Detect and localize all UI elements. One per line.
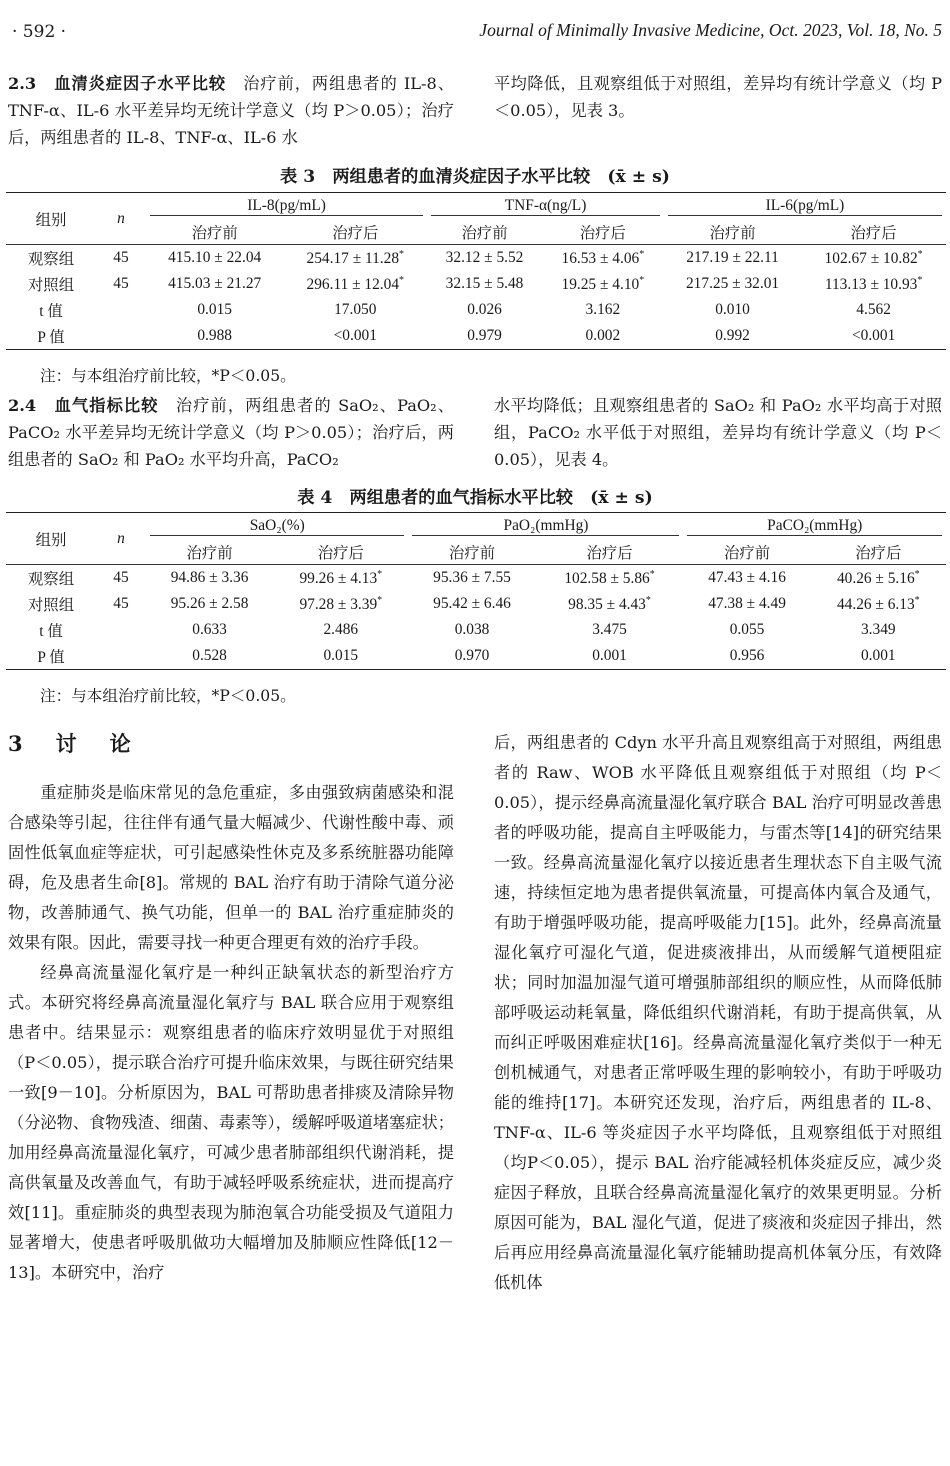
table-cell: 296.11 ± 12.04* <box>306 274 405 293</box>
table-cell: 0.001 <box>811 643 946 670</box>
table-4-caption: 表 4 两组患者的血气指标水平比较 (x̄ ± s) <box>297 488 653 508</box>
table-cell: 17.050 <box>334 301 377 318</box>
table-cell: 0.055 <box>729 621 765 638</box>
table-header-sao2: SaO₂(%) <box>146 513 408 540</box>
table-cell: 32.15 ± 5.48 <box>445 275 524 292</box>
row-n: 45 <box>113 275 129 292</box>
table-cell: 0.015 <box>197 301 232 318</box>
table-cell: 102.67 ± 10.82* <box>824 248 923 267</box>
table-cell: 99.26 ± 4.13* <box>299 568 383 587</box>
row-n: 45 <box>113 569 129 586</box>
table-subheader: 治疗后 <box>273 539 408 565</box>
table-3-note: 注：与本组治疗前比较，*P＜0.05。 <box>40 367 296 385</box>
row-n <box>96 323 146 350</box>
running-header <box>0 16 950 46</box>
table-cell: 47.38 ± 4.49 <box>708 595 786 612</box>
table-header-il6: IL-6(pg/mL) <box>664 193 946 220</box>
table-cell: 0.528 <box>146 643 273 670</box>
table-cell: 0.970 <box>408 643 535 670</box>
table-cell: 113.13 ± 10.93* <box>824 274 923 293</box>
table-subheader: 治疗前 <box>146 219 283 245</box>
discussion-title: 3 讨 论 <box>8 731 137 756</box>
table-3-body <box>6 245 946 350</box>
table-cell: 415.10 ± 22.04 <box>168 249 262 266</box>
row-label: 观察组 <box>27 251 75 268</box>
row-n <box>96 643 146 670</box>
page-number: · 592 · <box>12 22 67 42</box>
table-cell: 217.25 ± 32.01 <box>685 275 780 292</box>
table-subheader: 治疗后 <box>801 219 946 245</box>
table-row <box>6 617 946 643</box>
section-2-4-right <box>494 392 942 473</box>
row-label: P 值 <box>6 323 96 350</box>
table-cell: 2.486 <box>323 621 359 638</box>
section-2-4-left <box>8 392 454 473</box>
row-label: 对照组 <box>27 277 75 294</box>
row-n: 45 <box>113 249 129 266</box>
table-subheader: 治疗后 <box>283 219 427 245</box>
table-3-caption: 表 3 两组患者的血清炎症因子水平比较 (x̄ ± s) <box>280 167 670 187</box>
table-row <box>6 643 946 670</box>
table-cell: 0.992 <box>664 323 801 350</box>
table-cell: 0.010 <box>715 301 750 318</box>
section-2-3-left-text: 治疗前，两组患者的 IL-8、TNF-α、IL-6 水平差异均无统计学意义（均 P＞0.05）；治疗后，两组患者的 IL-8、TNF-α、IL-6 水 <box>8 74 454 147</box>
section-2-3-left <box>8 70 454 151</box>
table-subheader: 治疗前 <box>683 539 810 565</box>
table-row <box>6 245 946 272</box>
table-cell: 95.42 ± 6.46 <box>433 595 511 612</box>
row-n: 45 <box>113 595 129 612</box>
row-n <box>96 297 146 323</box>
table-row <box>6 323 946 350</box>
table-cell: <0.001 <box>801 323 946 350</box>
table-cell: 94.86 ± 3.36 <box>170 569 249 586</box>
row-label: t 值 <box>39 303 63 320</box>
table-subheader: 治疗前 <box>427 219 542 245</box>
table-cell: 47.43 ± 4.16 <box>708 569 786 586</box>
table-cell: 95.26 ± 2.58 <box>170 595 249 612</box>
table-header-paco2: PaCO₂(mmHg) <box>683 513 946 540</box>
table-header-pao2: PaO₂(mmHg) <box>408 513 683 540</box>
table-header-n: n <box>96 513 146 565</box>
table-cell: 0.002 <box>542 323 664 350</box>
table-cell: 3.475 <box>592 621 627 638</box>
table-subheader: 治疗前 <box>664 219 801 245</box>
table-row <box>6 297 946 323</box>
section-2-3-right <box>494 70 942 124</box>
table-header-tnf: TNF-α(ng/L) <box>427 193 664 220</box>
table-subheader: 治疗后 <box>536 539 684 565</box>
table-cell: 97.28 ± 3.39* <box>299 594 383 613</box>
table-cell: 0.988 <box>146 323 283 350</box>
row-label: t 值 <box>39 623 63 640</box>
section-2-4-heading: 2.4 血气指标比较 <box>8 396 159 415</box>
table-header-group: 组别 <box>6 513 96 565</box>
table-cell: 217.19 ± 22.11 <box>686 249 779 266</box>
discussion-left-column <box>8 778 454 1288</box>
row-label: P 值 <box>6 643 96 670</box>
table-4-note: 注：与本组治疗前比较，*P＜0.05。 <box>40 687 296 705</box>
table-cell: 19.25 ± 4.10* <box>561 274 645 293</box>
row-label: 对照组 <box>27 597 75 614</box>
table-cell: 415.03 ± 21.27 <box>168 275 262 292</box>
journal-citation: Journal of Minimally Invasive Medicine, Oct. 2023, Vol. 18, No. 5 <box>479 20 942 40</box>
table-cell: 3.162 <box>585 301 621 318</box>
section-2-3-right-text: 平均降低，且观察组低于对照组，差异均有统计学意义（均 P＜0.05），见表 3。 <box>494 74 942 120</box>
discussion-paragraph: 重症肺炎是临床常见的急危重症，多由强致病菌感染和混合感染等引起，往往伴有通气量大幅减少、代谢性酸中毒、顽固性低氧血症等症状，可引起感染性休克及多系统脏器功能障碍，危及患者生命[8]。常规的 BAL 治疗有助于清除气道分泌物，改善肺通气、换气功能，但单一的 BAL 治疗重症肺炎的效果有限。因此，需要寻找一种更合理更有效的治疗手段。 <box>8 783 454 952</box>
table-cell: 0.979 <box>427 323 542 350</box>
table-row <box>6 565 946 592</box>
table-cell: 0.026 <box>467 301 502 318</box>
table-header-n: n <box>96 193 146 245</box>
table-cell: 254.17 ± 11.28* <box>306 248 405 267</box>
section-2-4-left-text: 治疗前，两组患者的 SaO₂、PaO₂、PaCO₂ 水平差异均无统计学意义（均 P＞0.05）；治疗后，两组患者的 SaO₂ 和 PaO₂ 水平均升高，PaCO₂ <box>8 396 454 469</box>
table-cell: 4.562 <box>856 301 891 318</box>
table-cell: 0.633 <box>192 621 227 638</box>
discussion-paragraph: 后，两组患者的 Cdyn 水平升高且观察组高于对照组，两组患者的 Raw、WOB 水平降低且观察组低于对照组（均 P＜0.05），提示经鼻高流量湿化氧疗联合 BAL 治疗可明显改善患者的呼吸功能，提高自主呼吸能力，与雷杰等[14]的研究结果一致。经鼻高流量湿化氧疗以接近患者生理状态下自主吸气流速，持续恒定地为患者提供氧流量，可提高体内氧合及通气，有助于增强呼吸功能，提高呼吸能力[15]。此外，经鼻高流量湿化氧疗可湿化气道，促进痰液排出，从而缓解气道梗阻症状；同时加温加湿气道可增强肺部组织的顺应性，从而降低肺部呼吸运动耗氧量，降低组织代谢消耗，有助于提高供氧，从而纠正呼吸困难症状[16]。经鼻高流量湿化氧疗类似于一种无创机械通气，对患者正常呼吸生理的影响较小，有助于呼吸功能的维持[17]。本研究还发现，治疗后，两组患者的 IL-8、TNF-α、IL-6 等炎症因子水平均降低，且观察组低于对照组（均P＜0.05），提示 BAL 治疗能减轻机体炎症反应，减少炎症因子释放，且联合经鼻高流量湿化氧疗的效果更明显。分析原因可能为，BAL 湿化气道，促进了痰液和炎症因子排出，然后再应用经鼻高流量湿化氧疗能辅助提高机体氧分压，有效降低机体 <box>494 733 942 1292</box>
section-2-3-heading: 2.3 血清炎症因子水平比较 <box>8 74 227 93</box>
table-cell: 16.53 ± 4.06* <box>561 248 645 267</box>
discussion-right-column <box>494 728 942 1298</box>
table-cell: 32.12 ± 5.52 <box>445 249 524 266</box>
table-cell: <0.001 <box>283 323 427 350</box>
table-row <box>6 591 946 617</box>
table-cell: 0.038 <box>454 621 490 638</box>
table-cell: 44.26 ± 6.13* <box>836 594 920 613</box>
table-subheader: 治疗前 <box>146 539 273 565</box>
row-n <box>96 617 146 643</box>
table-subheader: 治疗后 <box>811 539 946 565</box>
table-cell: 0.001 <box>536 643 684 670</box>
table-header-group: 组别 <box>6 193 96 245</box>
table-4 <box>6 512 946 670</box>
table-cell: 0.956 <box>683 643 810 670</box>
table-4-body <box>6 565 946 670</box>
table-subheader: 治疗前 <box>408 539 535 565</box>
table-cell: 95.36 ± 7.55 <box>433 569 511 586</box>
table-3 <box>6 192 946 350</box>
table-cell: 98.35 ± 4.43* <box>568 594 651 613</box>
table-cell: 102.58 ± 5.86* <box>564 568 655 587</box>
discussion-paragraph: 经鼻高流量湿化氧疗是一种纠正缺氧状态的新型治疗方式。本研究将经鼻高流量湿化氧疗与 BAL 联合应用于观察组患者中。结果显示：观察组患者的临床疗效明显优于对照组（P＜0.05），提示联合治疗可提升临床效果，与既往研究结果一致[9－10]。分析原因为，BAL 可帮助患者排痰及清除异物（分泌物、食物残渣、细菌、毒素等），缓解呼吸道堵塞症状；加用经鼻高流量湿化氧疗，可减少患者肺部组织代谢消耗，提高供氧量及改善血气，有助于减轻呼吸系统症状，进而提高疗效[11]。重症肺炎的典型表现为肺泡氧合功能受损及气道阻力显著增大，使患者呼吸肌做功大幅增加及肺顺应性降低[12－13]。本研究中，治疗 <box>8 963 454 1282</box>
table-header-il8: IL-8(pg/mL) <box>146 193 427 220</box>
section-2-4-right-text: 水平均降低；且观察组患者的 SaO₂ 和 PaO₂ 水平均高于对照组，PaCO₂ 水平低于对照组，差异均有统计学意义（均 P＜0.05），见表 4。 <box>494 396 942 469</box>
table-row <box>6 271 946 297</box>
table-cell: 0.015 <box>273 643 408 670</box>
table-cell: 40.26 ± 5.16* <box>836 568 920 587</box>
table-subheader: 治疗后 <box>542 219 664 245</box>
table-cell: 3.349 <box>860 621 896 638</box>
row-label: 观察组 <box>27 571 75 588</box>
